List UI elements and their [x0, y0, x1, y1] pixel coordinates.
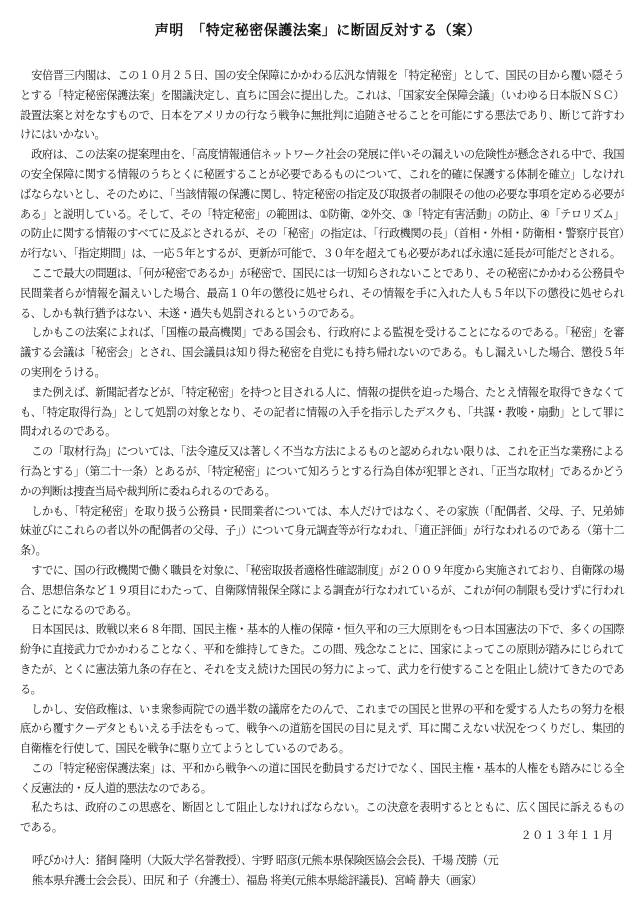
paragraph-8: すでに、国の行政機関で働く職員を対象に、「秘密取扱者適格性確認制度」が２００９年度から実施されており、自衛隊の場合、思想信条など１９項目にわたって、自衛隊情報保全隊による調査が行なわれているが、これが何の制限も受けずに行われることになるのである。	[20, 563, 624, 617]
paragraph-2: 政府は、この法案の提案理由を、「高度情報通信ネットワーク社会の発展に伴いその漏えいの危険性が懸念される中で、我国の安全保障に関する情報のうちとくに秘匿することが必要であるものについて、これを的確に保護する体制を確立」しなければならないとし、そのために、「当該情報の保護に関し、特定秘密の指定及び取扱者の制限その他の必要な事項を定める必要がある」と説明している。そして、その「特定秘密」の範囲は、①防衛、②外交、③「特定有害活動」の防止、④「テロリズム」の防止に関する情報のすべてに及ぶとされるが、その「秘密」の指定は、「行政機関の長」（首相・外相・防衛相・警察庁長官）が行ない、「指定期間」は、一応５年とするが、更新が可能で、３０年を超えても必要があれば永遠に延長が可能だとされる。	[20, 148, 624, 261]
statement-title: 声明 「特定秘密保護法案」に断固反対する（案）	[154, 23, 482, 39]
statement-date: ２０１３年１１月	[520, 829, 614, 842]
paragraph-3: ここで最大の問題は、「何が秘密であるか」が秘密で、国民には一切知らされないことであり、その秘密にかかわる公務員や民間業者らが情報を漏えいした場合、最高１０年の懲役に処せられ、その情報を手に入れた人も５年以下の懲役に処せられる、しかも執行猶予はない、未遂・過失も処罰されるというのである。	[20, 266, 624, 320]
paragraph-10: しかし、安倍政権は、いま衆参両院での過半数の議席をたのんで、これまでの国民と世界の平和を愛する人たちの努力を根底から覆すクーデタともいえる手法をもって、戦争への道筋を国民の目に見えず、耳に聞こえない状況をつくりだし、集団的自衛権を行使して、国民を戦争に駆り立てようとしているのである。	[20, 702, 624, 756]
paragraph-6: この「取材行為」については、「法令違反又は著しく不当な方法によるものと認められない限りは、これを正当な業務による行為とする」（第二十一条）とあるが、「特定秘密」について知ろうとする行為自体が犯罪とされ、「正当な取材」であるかどうかの判断は捜査当局や裁判所に委ねられるのである。	[20, 445, 624, 498]
paragraph-5: また例えば、新聞記者などが、「特定秘密」を持つと目される人に、情報の提供を迫った場合、たとえ情報を取得できなくても、「特定取得行為」として処罰の対象となり、その記者に情報の入手を指示したデスクも、「共謀・教唆・扇動」として罪に問われるのである。	[20, 385, 624, 439]
callers-line-2: 熊本県弁護士会会長）、田尻 和子（弁護士）、福島 将美(元熊本県総評議長)、宮崎 静夫（画家）	[32, 874, 482, 887]
paragraph-12: 私たちは、政府のこの思惑を、断固として阻止しなければならない。この決意を表明するとともに、広く国民に訴えるものである。	[20, 801, 624, 835]
callers-list	[32, 851, 624, 891]
paragraph-9: 日本国民は、敗戦以来６８年間、国民主権・基本的人権の保障・恒久平和の三大原則をもつ日本国憲法の下で、多くの国際紛争に直接武力でかかわることなく、平和を維持してきた。この間、残念なことに、国家によってこの原則が踏みにじられてきたが、とくに憲法第九条の存在と、それを支え続けた国民の努力によって、武力を行使することを阻止し続けてきたのである。	[20, 623, 624, 696]
paragraph-7: しかも、「特定秘密」を取り扱う公務員・民間業者については、本人だけではなく、その家族（「配偶者、父母、子、兄弟姉妹並びにこれらの者以外の配偶者の父母、子」）について身元調査等が行なわれ、「適正評価」が行なわれるのである（第十二条）。	[20, 504, 624, 558]
paragraph-11: この「特定秘密保護法案」は、平和から戦争への道に国民を動員するだけでなく、国民主権・基本的人権をも踏みにじる全く反憲法的・反人道的悪法なのである。	[20, 761, 624, 795]
paragraph-4: しかもこの法案によれば、「国権の最高機関」である国会も、行政府による監視を受けることになるのである。「秘密」を審議する会議は「秘密会」とされ、国会議員は知り得た秘密を自党にも持ち帰れないのである。もし漏えいした場合、懲役５年の実刑をうける。	[20, 326, 624, 379]
statement-body	[20, 66, 624, 838]
paragraph-1: 安倍晋三内閣は、この１０月２５日、国の安全保障にかかわる広汎な情報を「特定秘密」として、国民の目から覆い隠そうとする「特定秘密保護法案」を閣議決定し、直ちに国会に提出した。これは、「国家安全保障会議」（いわゆる日本版ＮＳＣ）設置法案と対をなすもので、日本をアメリカの行なう戦争に無批判に追随させることを可能にする悪法であり、断じて許すわけにはいかない。	[20, 69, 624, 142]
callers-line-1: 呼びかけ人：猪飼 隆明（大阪大学名誉教授）、宇野 昭彦(元熊本県保険医協会会長)、千場 茂勝（元	[32, 854, 499, 867]
